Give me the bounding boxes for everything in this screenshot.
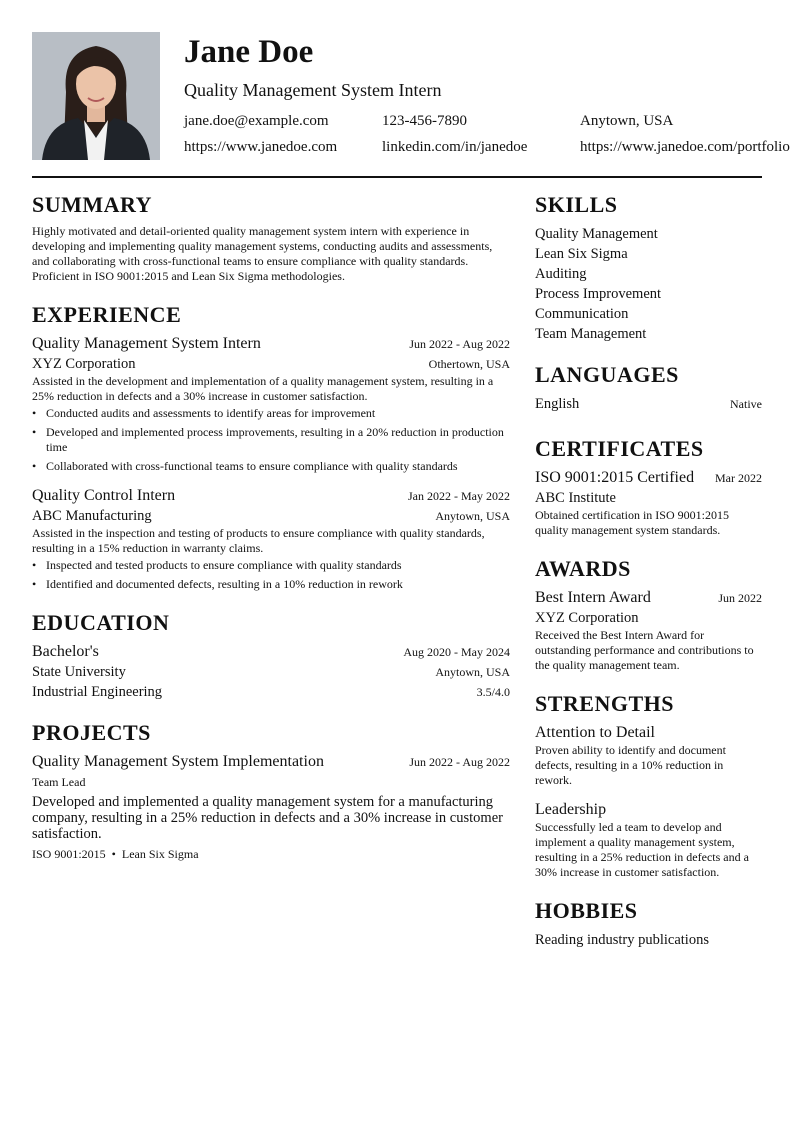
contact-location: Anytown, USA bbox=[580, 113, 674, 129]
job-date: Jan 2022 - May 2022 bbox=[408, 489, 510, 503]
education-date: Aug 2020 - May 2024 bbox=[403, 645, 510, 659]
job-location: Othertown, USA bbox=[428, 357, 510, 371]
experience-item bbox=[32, 334, 510, 474]
strength-item bbox=[535, 800, 762, 880]
contact-phone[interactable]: 123-456-7890 bbox=[382, 113, 467, 129]
candidate-title: Quality Management System Intern bbox=[184, 80, 442, 100]
projects-section bbox=[32, 720, 510, 862]
section-heading: LANGUAGES bbox=[535, 362, 679, 387]
language-level: Native bbox=[730, 397, 762, 411]
job-title: Quality Control Intern bbox=[32, 487, 176, 504]
bullet-item: • Conducted audits and assessments to identify areas for improvement bbox=[32, 406, 510, 421]
section-heading: PROJECTS bbox=[32, 720, 151, 745]
contact-portfolio[interactable]: https://www.janedoe.com/portfolio bbox=[580, 139, 790, 155]
left-column bbox=[32, 192, 510, 880]
resume-header bbox=[32, 32, 794, 160]
section-heading: AWARDS bbox=[535, 556, 631, 581]
strengths-section bbox=[535, 691, 762, 880]
strength-item bbox=[535, 723, 762, 788]
section-heading: STRENGTHS bbox=[535, 691, 674, 716]
strength-description: Successfully led a team to develop and implement a quality management system, resulting in a 25% reduction in defects and a 30% increase in customer satisfaction. bbox=[535, 820, 749, 879]
skill-item: Communication bbox=[535, 306, 629, 322]
project-tag: ISO 9001:2015 bbox=[32, 847, 106, 861]
company-name: XYZ Corporation bbox=[32, 356, 136, 372]
school-location: Anytown, USA bbox=[435, 665, 510, 679]
award-date: Jun 2022 bbox=[718, 591, 762, 605]
skills-section bbox=[535, 192, 762, 344]
project-date: Jun 2022 - Aug 2022 bbox=[409, 755, 510, 769]
job-description: Assisted in the development and implementation of a quality management system, resulting in a 25% reduction in defects and a 30% increase in customer satisfaction. bbox=[32, 374, 494, 403]
school-name: State University bbox=[32, 664, 126, 680]
certificate-date: Mar 2022 bbox=[715, 471, 762, 485]
skill-item: Process Improvement bbox=[535, 286, 662, 302]
header-divider bbox=[32, 176, 762, 178]
skill-item: Lean Six Sigma bbox=[535, 246, 628, 262]
skill-item: Quality Management bbox=[535, 226, 658, 242]
bullet-item: • Collaborated with cross-functional teams to ensure compliance with quality standards bbox=[32, 459, 510, 474]
job-description: Assisted in the inspection and testing of products to ensure compliance with quality standards, resulting in a 15% reduction in warranty claims. bbox=[32, 526, 485, 555]
strength-title: Leadership bbox=[535, 801, 607, 818]
job-date: Jun 2022 - Aug 2022 bbox=[409, 337, 510, 351]
certificate-description: Obtained certification in ISO 9001:2015 quality management system standards. bbox=[535, 508, 729, 537]
right-column bbox=[535, 192, 762, 968]
hobbies-section bbox=[535, 898, 762, 950]
summary-text: Highly motivated and detail-oriented quality management system intern with experience in developing and implementing quality management systems, conducting audits and assessments, and collaborating with cross-functional teams to ensure compliance with quality standards. Proficient in ISO 9001:2015 and Lean Six Sigma methodologies. bbox=[32, 224, 493, 283]
hobby-item: Reading industry publications bbox=[535, 932, 709, 948]
profile-photo bbox=[32, 32, 160, 160]
project-title: Quality Management System Implementation bbox=[32, 753, 324, 770]
contact-email[interactable]: jane.doe@example.com bbox=[184, 113, 329, 129]
summary-section bbox=[32, 192, 510, 284]
certificate-title: ISO 9001:2015 Certified bbox=[535, 469, 695, 486]
project-tags bbox=[32, 846, 510, 862]
strength-title: Attention to Detail bbox=[535, 724, 655, 741]
job-bullets bbox=[32, 406, 510, 474]
section-heading: EDUCATION bbox=[32, 610, 170, 635]
strength-description: Proven ability to identify and document defects, resulting in a 10% reduction in rework. bbox=[535, 743, 726, 787]
company-name: ABC Manufacturing bbox=[32, 508, 152, 524]
education-section bbox=[32, 610, 510, 702]
experience-item bbox=[32, 486, 510, 592]
job-bullets bbox=[32, 558, 510, 592]
skills-list bbox=[535, 224, 762, 344]
bullet-item: • Developed and implemented process improvements, resulting in a 20% reduction in production time bbox=[32, 425, 510, 455]
award-issuer: XYZ Corporation bbox=[535, 610, 639, 626]
job-location: Anytown, USA bbox=[435, 509, 510, 523]
skill-item: Auditing bbox=[535, 266, 587, 282]
contact-info bbox=[184, 109, 794, 159]
field-of-study: Industrial Engineering bbox=[32, 684, 163, 700]
award-title: Best Intern Award bbox=[535, 589, 651, 606]
contact-website[interactable]: https://www.janedoe.com bbox=[184, 139, 338, 155]
candidate-name: Jane Doe bbox=[184, 34, 314, 70]
experience-section bbox=[32, 302, 510, 592]
degree: Bachelor's bbox=[32, 643, 99, 660]
gpa: 3.5/4.0 bbox=[476, 685, 510, 699]
tag-separator: • bbox=[111, 847, 116, 861]
project-role: Team Lead bbox=[32, 775, 86, 789]
section-heading: CERTIFICATES bbox=[535, 436, 704, 461]
skill-item: Team Management bbox=[535, 326, 647, 342]
bullet-item: • Identified and documented defects, resulting in a 10% reduction in rework bbox=[32, 577, 510, 592]
certificates-section bbox=[535, 436, 762, 538]
project-tag: Lean Six Sigma bbox=[121, 847, 199, 861]
award-description: Received the Best Intern Award for outstanding performance and contributions to the quality management team. bbox=[535, 628, 754, 672]
section-heading: SUMMARY bbox=[32, 192, 153, 217]
section-heading: SKILLS bbox=[535, 192, 618, 217]
certificate-issuer: ABC Institute bbox=[535, 490, 616, 506]
languages-section bbox=[535, 362, 762, 414]
language-name: English bbox=[535, 396, 580, 412]
section-heading: EXPERIENCE bbox=[32, 302, 182, 327]
job-title: Quality Management System Intern bbox=[32, 335, 261, 352]
section-heading: HOBBIES bbox=[535, 898, 638, 923]
bullet-item: • Inspected and tested products to ensure compliance with quality standards bbox=[32, 558, 510, 573]
project-description: Developed and implemented a quality management system for a manufacturing company, resulting in a 25% reduction in defects and a 30% increase in customer satisfaction. bbox=[32, 794, 503, 842]
contact-linkedin[interactable]: linkedin.com/in/janedoe bbox=[382, 139, 528, 155]
awards-section bbox=[535, 556, 762, 673]
